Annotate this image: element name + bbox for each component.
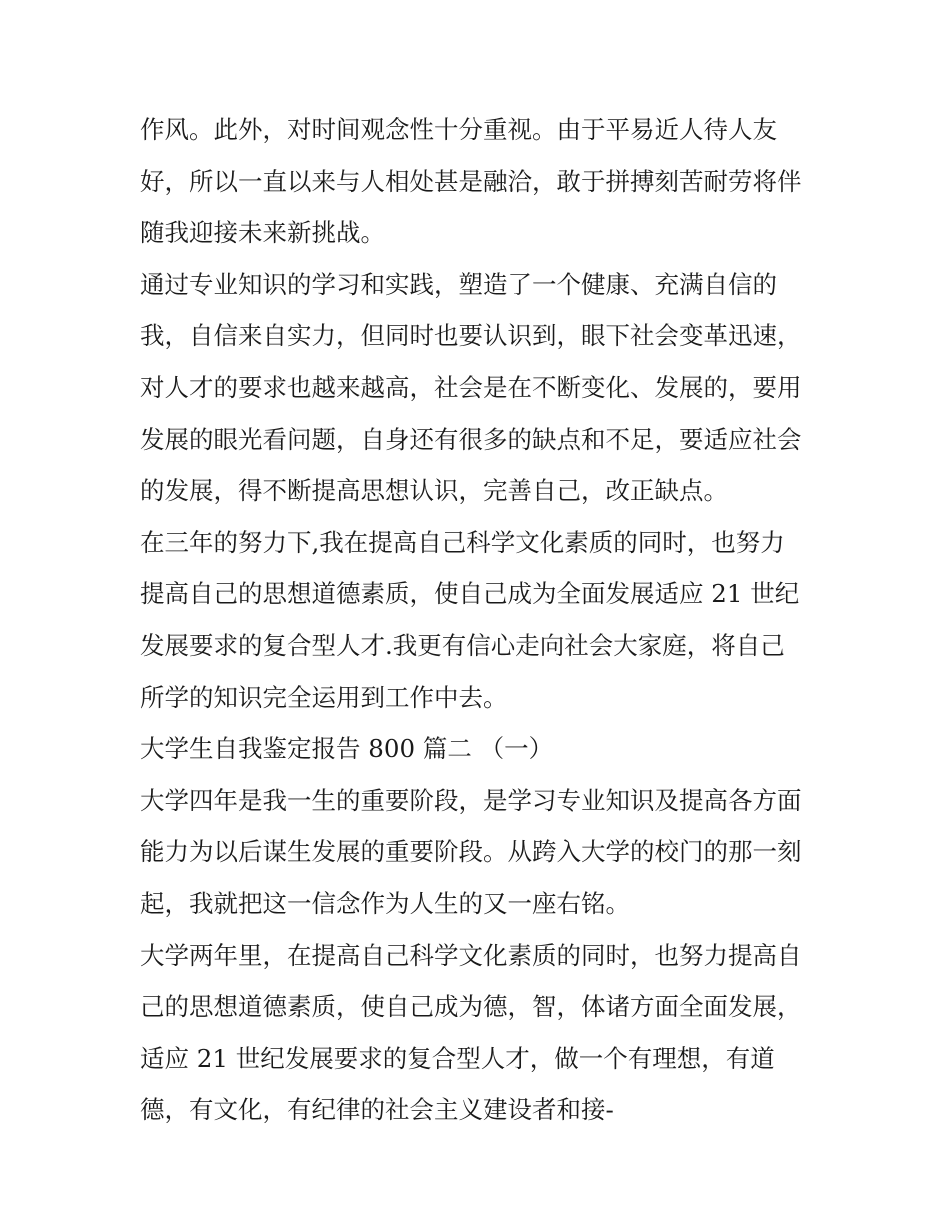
text-line: 通过专业知识的学习和实践，塑造了一个健康、充满自信的 (140, 269, 777, 299)
text-line: 作风。此外，对时间观念性十分重视。由于平易近人待人友 (140, 115, 777, 144)
text-line: 发展要求的复合型人才.我更有信心走向社会大家庭，将自己 (140, 630, 785, 660)
section-heading: 大学生自我鉴定报告 800 篇二 （一） (140, 734, 554, 764)
text-line: 所学的知识完全运用到工作中去。 (140, 682, 508, 712)
text-line: 提高自己的思想道德素质，使自己成为全面发展适应 21 世纪 (140, 579, 800, 609)
text-line: 己的思想道德素质，使自己成为德，智，体诸方面全面发展， (140, 992, 802, 1022)
text-line: 起，我就把这一信念作为人生的又一座右铭。 (140, 888, 630, 918)
document-body (140, 104, 820, 1136)
text-line: 我，自信来自实力，但同时也要认识到，眼下社会变革迅速， (140, 321, 802, 351)
text-line: 大学四年是我一生的重要阶段，是学习专业知识及提高各方面 (140, 785, 802, 815)
text-line: 的发展，得不断提高思想认识，完善自己，改正缺点。 (140, 476, 728, 506)
text-line: 好，所以一直以来与人相处甚是融洽，敢于拼搏刻苦耐劳将伴 (140, 166, 802, 196)
text-line: 适应 21 世纪发展要求的复合型人才，做一个有理想，有道 (140, 1043, 775, 1073)
text-line: 随我迎接未来新挑战。 (140, 218, 385, 248)
text-line: 大学两年里，在提高自己科学文化素质的同时，也努力提高自 (140, 940, 802, 970)
text-line: 在三年的努力下,我在提高自己科学文化素质的同时，也努力 (140, 527, 785, 557)
text-line: 能力为以后谋生发展的重要阶段。从跨入大学的校门的那一刻 (140, 837, 802, 867)
text-line: 德，有文化，有纪律的社会主义建设者和接- (140, 1095, 614, 1125)
text-line: 对人才的要求也越来越高，社会是在不断变化、发展的，要用 (140, 372, 802, 402)
text-line: 发展的眼光看问题，自身还有很多的缺点和不足，要适应社会 (140, 424, 802, 454)
